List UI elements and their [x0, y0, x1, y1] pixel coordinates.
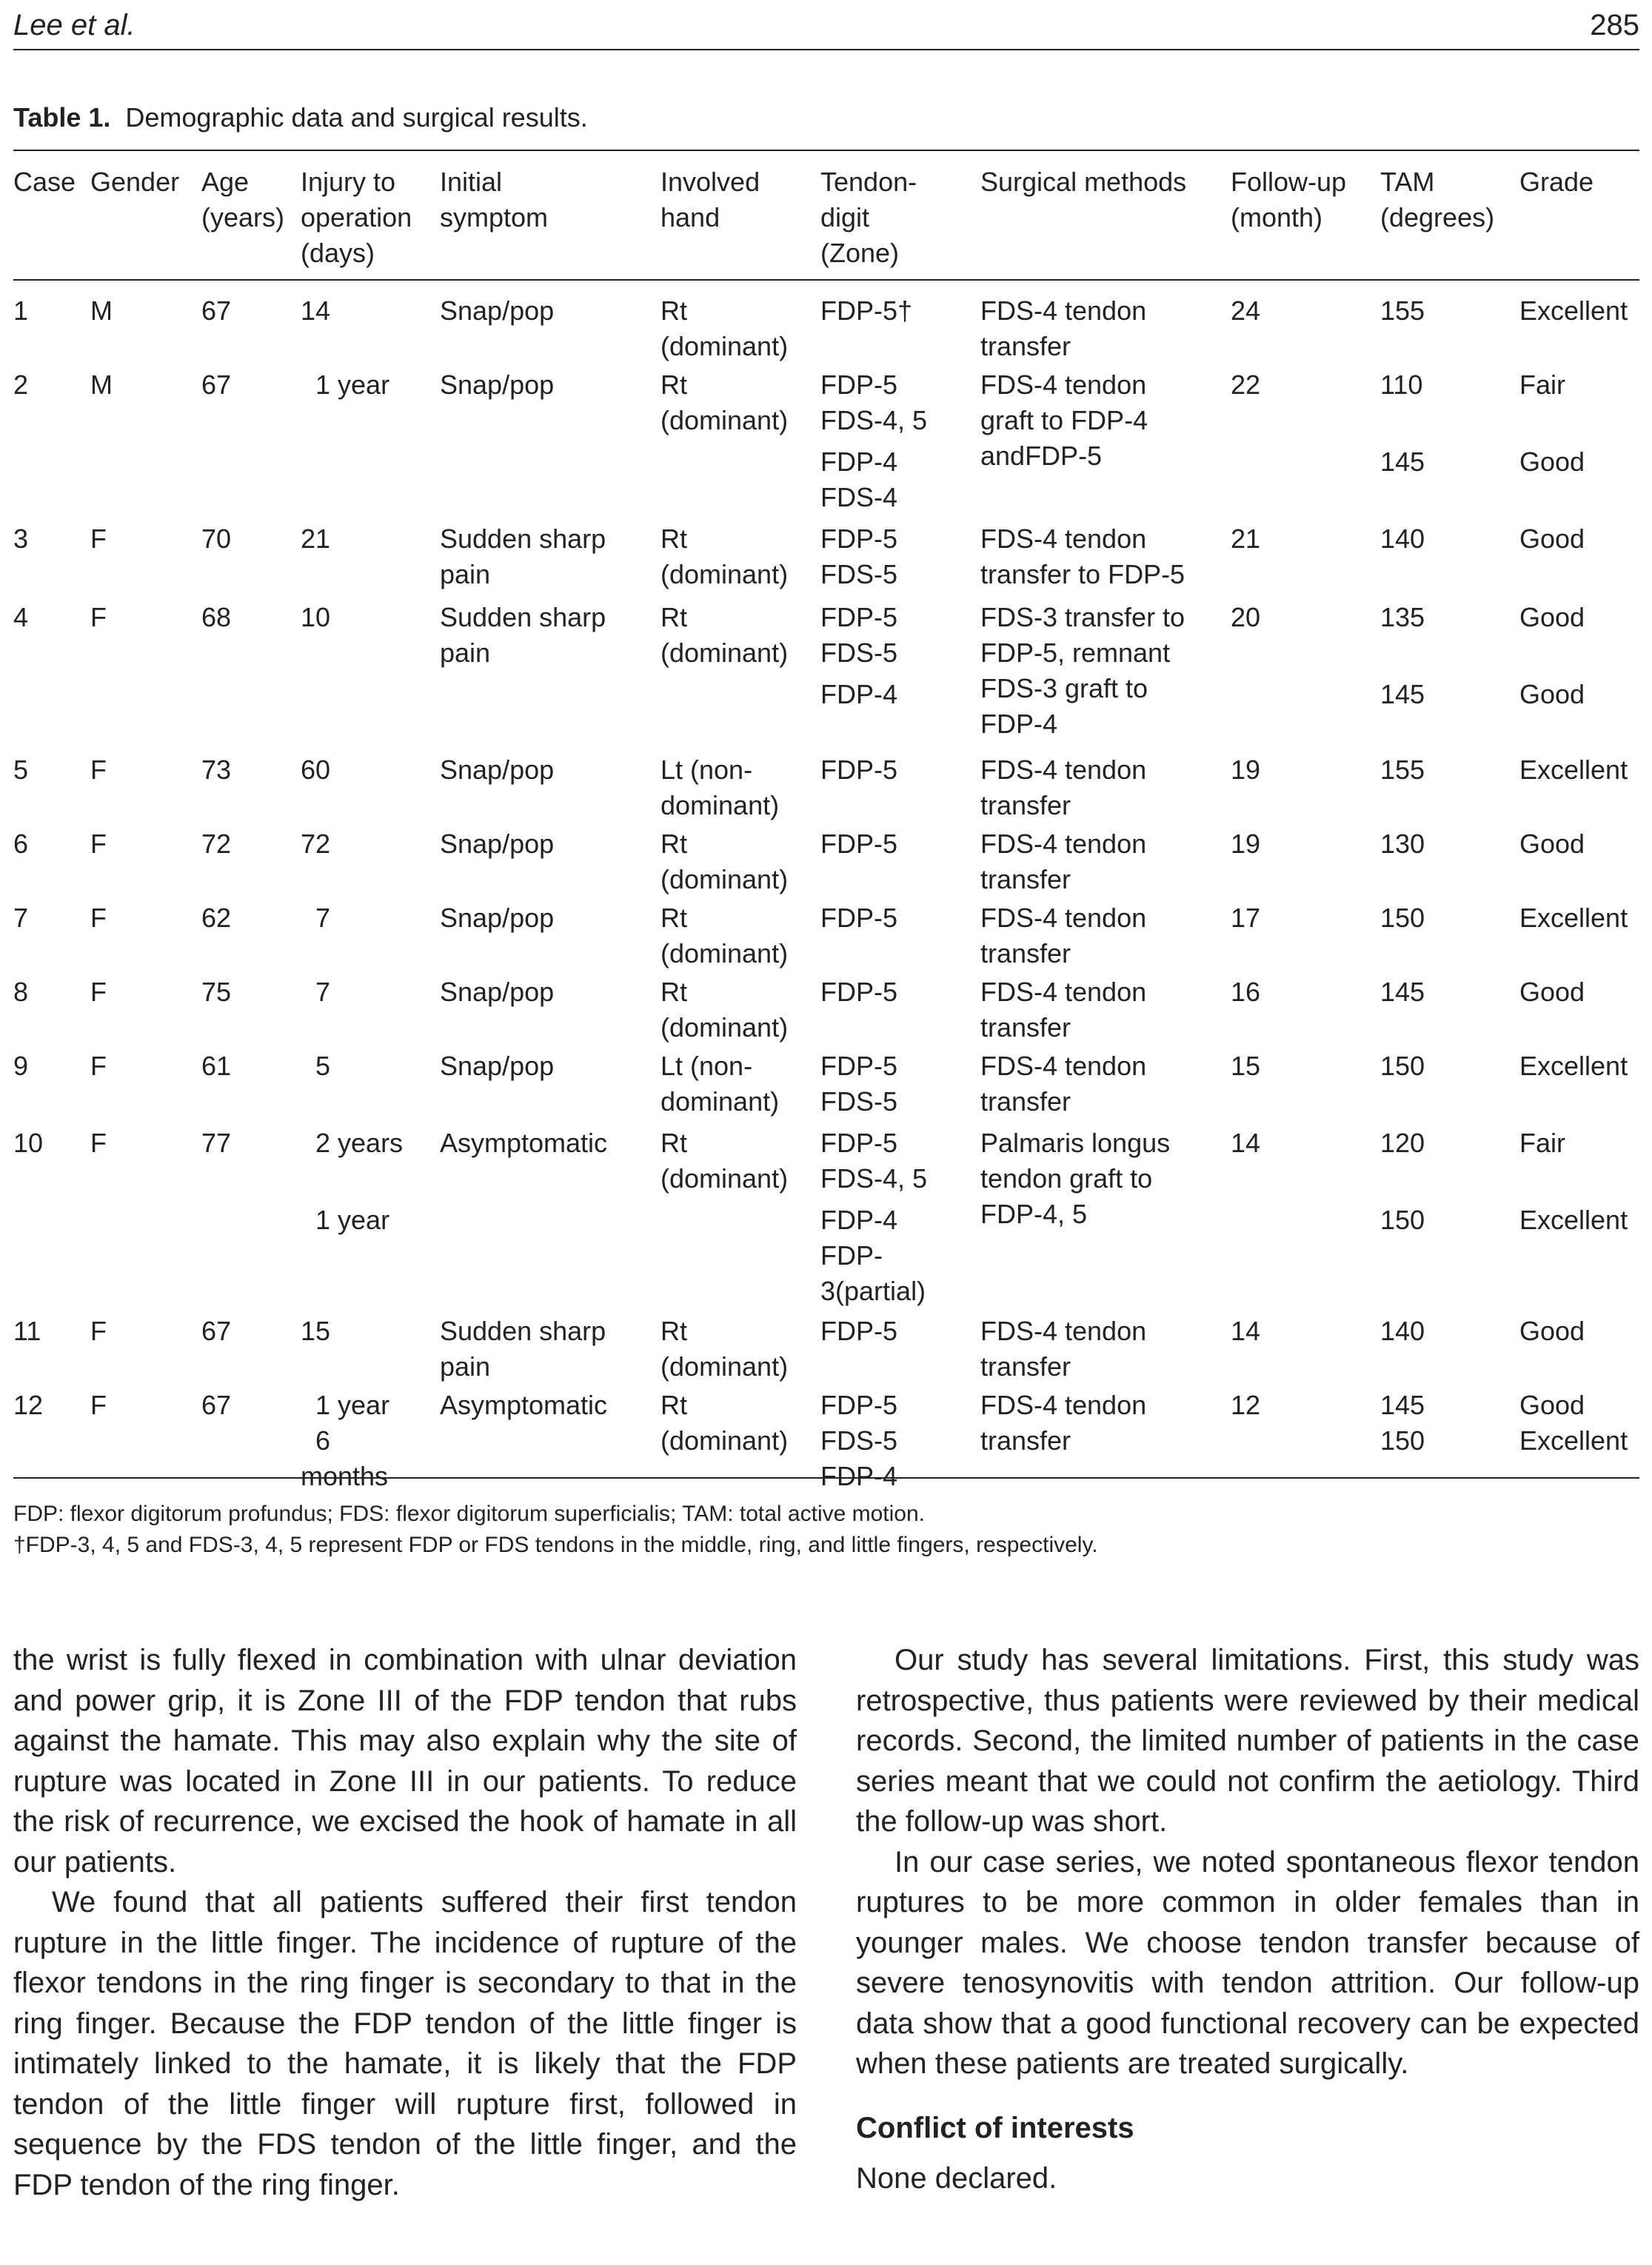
table-cell: transfer [980, 1012, 1071, 1043]
table-caption [13, 102, 588, 133]
table-cell: Good [1519, 977, 1585, 1007]
table-cell: (dominant) [661, 331, 789, 361]
table-cell: 145 [1380, 446, 1425, 477]
table-cell: Fair [1519, 1128, 1565, 1158]
table-cell: F [90, 1051, 107, 1081]
table-cell: transfer [980, 790, 1071, 820]
table-cell: 1 year [301, 1390, 390, 1420]
table-cell: Asymptomatic [440, 1390, 608, 1420]
table-cell: dominant) [661, 1086, 780, 1117]
table-cell: (dominant) [661, 1163, 789, 1194]
table-cell: 77 [201, 1128, 232, 1158]
table-cell: FDS-5 [820, 1086, 898, 1117]
table-cell: F [90, 903, 107, 933]
table-cell: Excellent [1519, 1051, 1628, 1081]
table-cell: 11 [13, 1316, 41, 1346]
table-cell: Excellent [1519, 903, 1628, 933]
table-cell: F [90, 755, 107, 785]
table-cell: Good [1519, 679, 1585, 709]
table-cell: 135 [1380, 602, 1425, 632]
table-cell: FDP-5 [820, 977, 898, 1007]
table-cell: Snap/pop [440, 295, 555, 326]
table-cell: 6 [301, 1425, 331, 1456]
table-cell: FDS-3 graft to [980, 673, 1148, 703]
paragraph: In our case series, we noted spontaneous flexor tendon ruptures to be more common in older females than in younger males. We choose tendon transfer because of severe tenosynovitis with tendon attrition. Our follow-up data show that a good functional recovery can be expected when these patients are treated surgically. [856, 1845, 1639, 2080]
column-header: Tendon- [820, 167, 917, 197]
table-cell: Snap/pop [440, 755, 555, 785]
table-cell: months [301, 1461, 389, 1491]
table-cell: 150 [1380, 1205, 1425, 1235]
table-cell: 68 [201, 602, 232, 632]
running-head-authors: Lee et al. [13, 9, 136, 41]
body-left-column [13, 1640, 797, 2205]
table-cell: FDS-4, 5 [820, 1163, 928, 1194]
table-cell: 75 [201, 977, 232, 1007]
table-cell: F [90, 1316, 107, 1346]
table-cell: 5 [301, 1051, 331, 1081]
table-cell: FDS-5 [820, 559, 898, 589]
table-cell: 3 [13, 523, 29, 554]
table-cell: 8 [13, 977, 29, 1007]
table-cell: 9 [13, 1051, 29, 1081]
table-cell: 7 [301, 977, 331, 1007]
table-cell: 61 [201, 1051, 232, 1081]
table-header-rule [13, 279, 1639, 281]
table-cell: Rt [661, 295, 687, 326]
table-cell: F [90, 829, 107, 859]
table-cell: Rt [661, 1316, 687, 1346]
table-cell: FDP-4 [820, 1205, 898, 1235]
table-label: Table 1. [13, 102, 111, 133]
column-header: Case [13, 167, 76, 197]
table-cell: 12 [1231, 1390, 1261, 1420]
column-header: Age [201, 167, 250, 197]
paragraph: Our study has several limitations. First, this study was retrospective, thus patients were reviewed by their medical records. Second, the limited number of patients in the case series meant that we could not confirm the aetiology. Third the follow-up was short. [856, 1644, 1639, 1838]
table-cell: Fair [1519, 369, 1565, 400]
paragraph: We found that all patients suffered their first tendon rupture in the little finger. The incidence of rupture of the flexor tendons in the ring finger is secondary to that in the ring finger. Because the FDP tendon of the little finger is intimately linked to the hamate, it is likely that the FDP tendon of the little finger will rupture first, followed in sequence by the FDS tendon of the little finger, and the FDP tendon of the ring finger. [13, 1886, 797, 2201]
column-header: (month) [1231, 202, 1323, 232]
table-cell: FDS-4 tendon [980, 1390, 1147, 1420]
table-cell: Sudden sharp [440, 523, 606, 554]
column-header: (years) [201, 202, 285, 232]
paragraph: the wrist is fully flexed in combination with ulnar deviation and power grip, it is Zone III of the FDP tendon that rubs against the hamate. This may also explain why the site of rupture was located in Zone III in our patients. To reduce the risk of recurrence, we excised the hook of hamate in all our patients. [13, 1644, 797, 1878]
table-cell: andFDP-5 [980, 441, 1103, 471]
table-cell: (dominant) [661, 1425, 789, 1456]
column-header: TAM [1380, 167, 1435, 197]
table-cell: F [90, 1128, 107, 1158]
table-cell: pain [440, 559, 491, 589]
table-cell: FDP-5 [820, 1390, 898, 1420]
table-cell: FDS-4, 5 [820, 405, 928, 435]
table-cell: 110 [1380, 369, 1423, 400]
table-cell: 6 [13, 829, 29, 859]
table-cell: FDS-4 [820, 482, 898, 512]
table-cell: Rt [661, 829, 687, 859]
table-cell: FDP-5 [820, 1051, 898, 1081]
table-cell: Lt (non- [661, 755, 753, 785]
running-head [13, 7, 1639, 50]
table-cell: 155 [1380, 755, 1425, 785]
table-cell: tendon graft to [980, 1163, 1153, 1194]
table-cell: 7 [13, 903, 29, 933]
table-cell: 73 [201, 755, 232, 785]
table-cell: F [90, 1390, 107, 1420]
table-cell: pain [440, 638, 491, 668]
table-cell: transfer [980, 1086, 1071, 1117]
table-cell: FDP-5 [820, 903, 898, 933]
table-cell: 67 [201, 369, 232, 400]
table-cell: Good [1519, 446, 1585, 477]
table-cell: FDS-4 tendon [980, 1316, 1147, 1346]
table-cell: 19 [1231, 829, 1261, 859]
table-cell: transfer [980, 1351, 1071, 1382]
table-cell: FDP- [820, 1240, 883, 1271]
table-cell: 62 [201, 903, 232, 933]
table-cell: FDP-5, remnant [980, 638, 1171, 668]
table-cell: Asymptomatic [440, 1128, 608, 1158]
table-cell: FDP-4, 5 [980, 1199, 1088, 1229]
table-cell: Excellent [1519, 755, 1628, 785]
table-cell: Rt [661, 523, 687, 554]
table-cell: 150 [1380, 903, 1425, 933]
table-cell: 10 [301, 602, 331, 632]
table-cell: 70 [201, 523, 232, 554]
table-cell: (dominant) [661, 938, 789, 968]
table-cell: FDS-4 tendon [980, 1051, 1147, 1081]
table-cell: Sudden sharp [440, 602, 606, 632]
table-cell: 1 [13, 295, 29, 326]
table-cell: 2 years [301, 1128, 404, 1158]
table-cell: 21 [1231, 523, 1261, 554]
conflict-text: None declared. [856, 2161, 1057, 2195]
table-cell: 145 [1380, 1390, 1425, 1420]
table-cell: 14 [1231, 1128, 1261, 1158]
table-cell: FDS-4 tendon [980, 523, 1147, 554]
table-cell: F [90, 523, 107, 554]
table-cell: FDP-4 [820, 679, 898, 709]
table-cell: FDS-4 tendon [980, 295, 1147, 326]
table-cell: 12 [13, 1390, 44, 1420]
table-cell: 19 [1231, 755, 1261, 785]
column-header: (days) [301, 238, 375, 268]
table-cell: Good [1519, 523, 1585, 554]
page-number: 285 [1590, 9, 1639, 41]
table-cell: 60 [301, 755, 331, 785]
table-cell: (dominant) [661, 638, 789, 668]
column-header: Involved [661, 167, 760, 197]
table-cell: Good [1519, 1390, 1585, 1420]
table-cell: 20 [1231, 602, 1261, 632]
table-cell: FDS-3 transfer to [980, 602, 1186, 632]
table-cell: FDP-5 [820, 1316, 898, 1346]
table-cell: M [90, 295, 113, 326]
table-cell: 140 [1380, 523, 1425, 554]
table-cell: 67 [201, 1316, 232, 1346]
table-cell: FDP-5† [820, 295, 913, 326]
table-top-rule [13, 150, 1639, 151]
table-cell: 15 [1231, 1051, 1261, 1081]
table-cell: FDP-5 [820, 1128, 898, 1158]
table-cell: 2 [13, 369, 29, 400]
table-cell: 5 [13, 755, 29, 785]
table-cell: 150 [1380, 1425, 1425, 1456]
table-cell: Lt (non- [661, 1051, 753, 1081]
table-cell: 14 [301, 295, 331, 326]
table-cell: Rt [661, 977, 687, 1007]
table-cell: 15 [301, 1316, 331, 1346]
column-header: operation [301, 202, 412, 232]
table-cell: transfer to FDP-5 [980, 559, 1186, 589]
table-cell: Excellent [1519, 295, 1628, 326]
table-cell: 67 [201, 295, 232, 326]
table-cell: 3(partial) [820, 1276, 926, 1306]
table-cell: FDP-5 [820, 369, 898, 400]
table-cell: 21 [301, 523, 331, 554]
conflict-heading: Conflict of interests [856, 2111, 1134, 2144]
table-cell: FDP-4 [820, 446, 898, 477]
table-cell: 7 [301, 903, 331, 933]
table-cell: FDP-5 [820, 829, 898, 859]
table-cell: FDS-4 tendon [980, 977, 1147, 1007]
table-cell: Excellent [1519, 1205, 1628, 1235]
column-header: (Zone) [820, 238, 900, 268]
table-cell: FDS-4 tendon [980, 903, 1147, 933]
table-cell: FDP-4 [980, 709, 1058, 739]
table-cell: Rt [661, 903, 687, 933]
table-cell: FDP-4 [820, 1461, 898, 1491]
table-footnote-abbreviations: FDP: flexor digitorum profundus; FDS: flexor digitorum superficialis; TAM: total active motion. [13, 1502, 926, 1526]
table-cell: FDP-5 [820, 755, 898, 785]
table-cell: Snap/pop [440, 903, 555, 933]
table-cell: 72 [301, 829, 331, 859]
column-header: Surgical methods [980, 167, 1187, 197]
table-cell: dominant) [661, 790, 780, 820]
table-cell: Snap/pop [440, 369, 555, 400]
table-cell: 150 [1380, 1051, 1425, 1081]
table-cell: 10 [13, 1128, 44, 1158]
table-cell: Sudden sharp [440, 1316, 606, 1346]
table-cell: F [90, 602, 107, 632]
table-cell: Good [1519, 1316, 1585, 1346]
body-right-column [856, 1640, 1639, 2198]
table-cell: (dominant) [661, 405, 789, 435]
column-header: symptom [440, 202, 549, 232]
table-cell: FDS-5 [820, 1425, 898, 1456]
column-header: Follow-up [1231, 167, 1347, 197]
column-header: hand [661, 202, 720, 232]
table-cell: 72 [201, 829, 232, 859]
table-cell: 24 [1231, 295, 1261, 326]
table-cell: FDS-5 [820, 638, 898, 668]
table-cell: Snap/pop [440, 1051, 555, 1081]
table-caption-text: Demographic data and surgical results. [125, 102, 588, 133]
table-cell: 1 year [301, 369, 390, 400]
table-cell: F [90, 977, 107, 1007]
table-cell: FDS-4 tendon [980, 369, 1147, 400]
column-header: Injury to [301, 167, 396, 197]
column-header: digit [820, 202, 870, 232]
table-cell: Snap/pop [440, 829, 555, 859]
table-cell: (dominant) [661, 1351, 789, 1382]
table-cell: Excellent [1519, 1425, 1628, 1456]
column-header: (degrees) [1380, 202, 1495, 232]
table-cell: (dominant) [661, 559, 789, 589]
table-cell: transfer [980, 1425, 1071, 1456]
table-footnote-dagger: †FDP-3, 4, 5 and FDS-3, 4, 5 represent FDP or FDS tendons in the middle, ring, and little fingers, respectively. [13, 1533, 1098, 1557]
table-cell: Snap/pop [440, 977, 555, 1007]
table-cell: transfer [980, 331, 1071, 361]
table-cell: FDS-4 tendon [980, 829, 1147, 859]
table-cell: FDP-5 [820, 602, 898, 632]
table-cell: transfer [980, 864, 1071, 894]
column-header: Initial [440, 167, 503, 197]
table-cell: FDP-5 [820, 523, 898, 554]
column-header: Grade [1519, 167, 1594, 197]
table-cell: 17 [1231, 903, 1261, 933]
table-cell: Good [1519, 602, 1585, 632]
table-cell: Good [1519, 829, 1585, 859]
table-cell: Rt [661, 369, 687, 400]
table-cell: FDS-4 tendon [980, 755, 1147, 785]
table-cell: 155 [1380, 295, 1425, 326]
table-cell: (dominant) [661, 864, 789, 894]
table-cell: transfer [980, 938, 1071, 968]
table-cell: 67 [201, 1390, 232, 1420]
table-cell: 16 [1231, 977, 1261, 1007]
table-cell: M [90, 369, 113, 400]
table-bottom-rule [13, 1477, 1639, 1479]
table-cell: 1 year [301, 1205, 390, 1235]
column-header: Gender [90, 167, 180, 197]
table-cell: 14 [1231, 1316, 1261, 1346]
table-cell: Palmaris longus [980, 1128, 1171, 1158]
table-cell: (dominant) [661, 1012, 789, 1043]
table-cell: 140 [1380, 1316, 1425, 1346]
table-cell: 22 [1231, 369, 1261, 400]
table-cell: 120 [1380, 1128, 1425, 1158]
table-cell: Rt [661, 602, 687, 632]
table-cell: 145 [1380, 679, 1425, 709]
table-cell: 145 [1380, 977, 1425, 1007]
table-cell: 4 [13, 602, 29, 632]
table-cell: Rt [661, 1390, 687, 1420]
table-cell: pain [440, 1351, 491, 1382]
table-cell: graft to FDP-4 [980, 405, 1148, 435]
table-cell: Rt [661, 1128, 687, 1158]
table-cell: 130 [1380, 829, 1425, 859]
